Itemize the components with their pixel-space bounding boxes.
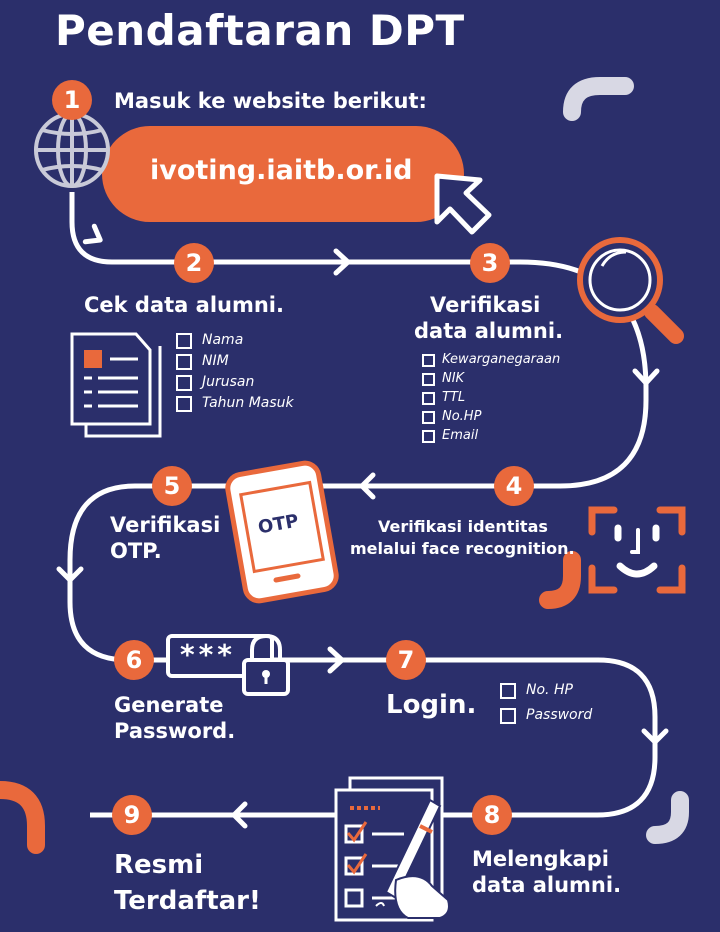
cursor-arrow-icon (437, 176, 489, 232)
step-5-label-line2: OTP. (110, 539, 162, 563)
step-7-label: Login. (386, 690, 477, 720)
checklist-item: No.HP (422, 407, 560, 426)
step-8-label-line2: data alumni. (472, 873, 622, 897)
step-6-number: 6 (114, 640, 154, 680)
checklist-item: No. HP (500, 680, 592, 701)
checklist-item: Tahun Masuk (176, 393, 294, 414)
step-4-number: 4 (494, 466, 534, 506)
magnifier-icon (580, 240, 676, 336)
step-3-number: 3 (470, 243, 510, 283)
globe-icon (36, 114, 108, 186)
step-9-label-line1: Resmi (114, 850, 204, 880)
step-5-number: 5 (152, 466, 192, 506)
step-3-label-line1: Verifikasi (430, 293, 541, 317)
checklist-item: NIM (176, 351, 294, 372)
step-1-number: 1 (52, 80, 92, 120)
step-8-label-line1: Melengkapi (472, 847, 609, 871)
decor-corner-top-right (572, 86, 625, 112)
decor-corner-bottom-left (0, 790, 36, 845)
password-mask: *** (180, 638, 236, 671)
checklist-item: Email (422, 426, 560, 445)
step-9-label-line2: Terdaftar! (114, 886, 261, 916)
step-2-label: Cek data alumni. (84, 293, 284, 317)
face-scan-icon (592, 510, 682, 590)
checklist-item: Password (500, 705, 592, 726)
step-6-label-line1: Generate (114, 693, 224, 717)
step-7-number: 7 (386, 640, 426, 680)
website-url: ivoting.iaitb.or.id (150, 155, 413, 186)
step-4-label-line1: Verifikasi identitas (378, 517, 548, 536)
decor-corner-mid-right (548, 560, 572, 600)
document-list-icon (72, 334, 160, 436)
step-6-label-line2: Password. (114, 719, 236, 743)
checklist-item: TTL (422, 388, 560, 407)
decor-corner-bottom-right (655, 800, 680, 835)
checklist-item: Kewarganegaraan (422, 350, 560, 369)
step-2-checklist (176, 330, 294, 414)
step-3-checklist (422, 350, 560, 445)
checklist-item: NIK (422, 369, 560, 388)
step-4-label-line2: melalui face recognition. (350, 539, 575, 558)
otp-text: OTP (256, 510, 301, 539)
form-pen-icon (336, 778, 449, 920)
step-2-number: 2 (174, 243, 214, 283)
step-1-label: Masuk ke website berikut: (114, 89, 427, 113)
step-3-label-line2: data alumni. (414, 319, 564, 343)
checklist-item: Jurusan (176, 372, 294, 393)
page-title: Pendaftaran DPT (55, 6, 465, 55)
step-9-number: 9 (112, 795, 152, 835)
checklist-item: Nama (176, 330, 294, 351)
step-8-number: 8 (472, 795, 512, 835)
step-5-label-line1: Verifikasi (110, 513, 221, 537)
step-7-checklist (500, 680, 592, 726)
